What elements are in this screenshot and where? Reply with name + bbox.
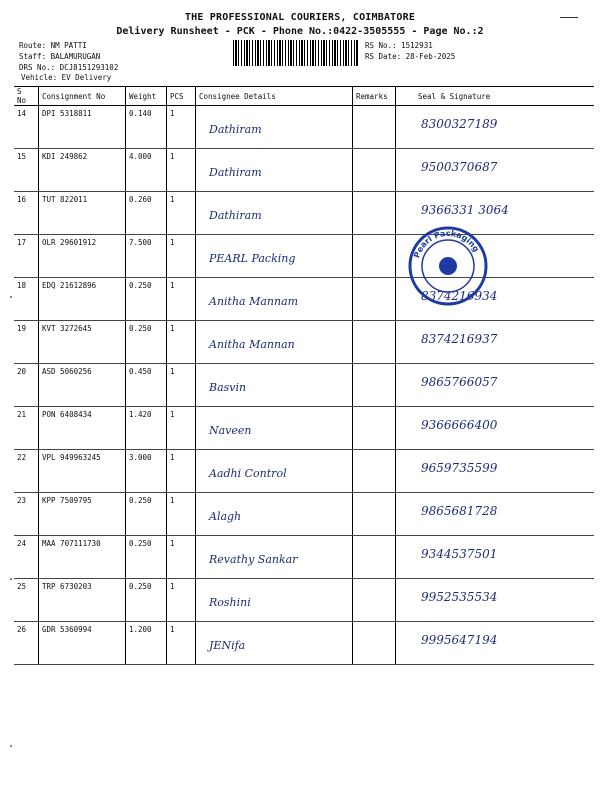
signature-handwritten: 9995647194 bbox=[421, 633, 498, 647]
cell-consignment-no: ASD 5060256 bbox=[39, 364, 126, 407]
cell-consignment-no: EDQ 21612896 bbox=[39, 278, 126, 321]
cell-weight: 0.260 bbox=[126, 192, 167, 235]
consignee-handwritten: PEARL Packing bbox=[209, 252, 296, 265]
cell-remarks bbox=[353, 536, 396, 579]
cell-consignment-no: VPL 949963245 bbox=[39, 450, 126, 493]
cell-remarks bbox=[353, 192, 396, 235]
consignee-handwritten: Basvin bbox=[209, 381, 247, 394]
route-label: Route: NM PATTI bbox=[19, 41, 87, 50]
cell-remarks bbox=[353, 622, 396, 665]
cell-consignee bbox=[196, 321, 353, 364]
runsheet-table bbox=[14, 86, 594, 665]
header-pcs: PCS bbox=[167, 87, 196, 106]
header-remarks: Remarks bbox=[353, 87, 396, 106]
consignee-handwritten: Dathiram bbox=[209, 209, 262, 222]
consignee-handwritten: Aadhi Control bbox=[209, 467, 287, 480]
cell-consignee bbox=[196, 450, 353, 493]
cell-consignee bbox=[196, 106, 353, 149]
cell-sno: 21 bbox=[14, 407, 39, 450]
cell-weight: 1.200 bbox=[126, 622, 167, 665]
rs-date: RS Date: 28-Feb-2025 bbox=[365, 52, 456, 61]
cell-signature bbox=[396, 493, 595, 536]
cell-weight: 4.000 bbox=[126, 149, 167, 192]
header-seal-signature: Seal & Signature bbox=[396, 87, 595, 106]
cell-pcs: 1 bbox=[167, 450, 196, 493]
consignee-handwritten: Anitha Mannam bbox=[209, 295, 299, 308]
cell-sno: 26 bbox=[14, 622, 39, 665]
cell-consignee bbox=[196, 407, 353, 450]
cell-pcs: 1 bbox=[167, 321, 196, 364]
cell-pcs: 1 bbox=[167, 149, 196, 192]
cell-sno: 15 bbox=[14, 149, 39, 192]
table-header-row bbox=[14, 87, 594, 106]
barcode bbox=[233, 40, 358, 66]
cell-signature bbox=[396, 321, 595, 364]
table-row bbox=[14, 235, 594, 278]
cell-weight: 3.000 bbox=[126, 450, 167, 493]
cell-weight: 0.140 bbox=[126, 106, 167, 149]
cell-sno: 18 bbox=[14, 278, 39, 321]
cell-signature bbox=[396, 536, 595, 579]
cell-signature bbox=[396, 450, 595, 493]
drs-label: DRS No.: DCJ8151293102 bbox=[19, 63, 119, 72]
cell-consignee bbox=[196, 364, 353, 407]
cell-consignment-no: MAA 707111730 bbox=[39, 536, 126, 579]
margin-dot bbox=[10, 578, 12, 580]
consignee-handwritten: Alagh bbox=[209, 510, 242, 523]
cell-remarks bbox=[353, 407, 396, 450]
consignee-handwritten: Revathy Sankar bbox=[209, 553, 298, 566]
cell-remarks bbox=[353, 278, 396, 321]
signature-handwritten: 9366666400 bbox=[421, 418, 498, 432]
runsheet-subtitle: Delivery Runsheet - PCK - Phone No.:0422-3505555 - Page No.:2 bbox=[116, 26, 484, 37]
cell-weight: 0.250 bbox=[126, 536, 167, 579]
cell-weight: 0.250 bbox=[126, 579, 167, 622]
cell-sno: 17 bbox=[14, 235, 39, 278]
cell-sno: 22 bbox=[14, 450, 39, 493]
cell-consignee bbox=[196, 622, 353, 665]
company-title: THE PROFESSIONAL COURIERS, COIMBATORE bbox=[184, 12, 416, 23]
cell-remarks bbox=[353, 579, 396, 622]
cell-consignment-no: KPP 7509795 bbox=[39, 493, 126, 536]
cell-consignment-no: TRP 6730203 bbox=[39, 579, 126, 622]
signature-handwritten: 9865766057 bbox=[421, 375, 498, 389]
cell-sno: 25 bbox=[14, 579, 39, 622]
cell-consignment-no: KVT 3272645 bbox=[39, 321, 126, 364]
cell-consignee bbox=[196, 235, 353, 278]
cell-pcs: 1 bbox=[167, 579, 196, 622]
signature-handwritten: 8300327189 bbox=[421, 117, 498, 131]
signature-handwritten: 8374216934 bbox=[421, 289, 498, 303]
cell-consignee bbox=[196, 278, 353, 321]
table-row bbox=[14, 106, 594, 149]
cell-weight: 0.250 bbox=[126, 321, 167, 364]
margin-dot bbox=[10, 745, 12, 747]
consignee-handwritten: Dathiram bbox=[209, 166, 262, 179]
cell-signature bbox=[396, 364, 595, 407]
cell-pcs: 1 bbox=[167, 192, 196, 235]
signature-handwritten: 8374216937 bbox=[421, 332, 498, 346]
cell-sno: 16 bbox=[14, 192, 39, 235]
rs-number: RS No.: 1512931 bbox=[365, 41, 433, 50]
table-row bbox=[14, 493, 594, 536]
cell-remarks bbox=[353, 493, 396, 536]
signature-handwritten: 9500370687 bbox=[421, 160, 498, 174]
consignee-handwritten: Anitha Mannan bbox=[209, 338, 295, 351]
cell-consignment-no: KDI 249862 bbox=[39, 149, 126, 192]
signature-handwritten: 9344537501 bbox=[421, 547, 498, 561]
company-seal-stamp bbox=[406, 224, 490, 308]
table-row bbox=[14, 278, 594, 321]
cell-consignment-no: OLR 29601912 bbox=[39, 235, 126, 278]
cell-remarks bbox=[353, 106, 396, 149]
header-sno: S No bbox=[14, 87, 39, 106]
cell-consignment-no: GDR 5360994 bbox=[39, 622, 126, 665]
cell-weight: 1.420 bbox=[126, 407, 167, 450]
cell-sno: 24 bbox=[14, 536, 39, 579]
cell-signature bbox=[396, 579, 595, 622]
cell-consignee bbox=[196, 579, 353, 622]
cell-sno: 14 bbox=[14, 106, 39, 149]
cell-signature bbox=[396, 407, 595, 450]
cell-remarks bbox=[353, 364, 396, 407]
cell-consignee bbox=[196, 149, 353, 192]
cell-remarks bbox=[353, 235, 396, 278]
table-row bbox=[14, 450, 594, 493]
table-row bbox=[14, 149, 594, 192]
consignee-handwritten: JENifa bbox=[209, 639, 246, 652]
header-weight: Weight bbox=[126, 87, 167, 106]
cell-pcs: 1 bbox=[167, 364, 196, 407]
cell-weight: 0.250 bbox=[126, 493, 167, 536]
consignee-handwritten: Naveen bbox=[209, 424, 252, 437]
cell-remarks bbox=[353, 149, 396, 192]
cell-pcs: 1 bbox=[167, 235, 196, 278]
table-row bbox=[14, 407, 594, 450]
table-row bbox=[14, 579, 594, 622]
cell-pcs: 1 bbox=[167, 106, 196, 149]
cell-signature bbox=[396, 622, 595, 665]
header-consignee-details: Consignee Details bbox=[196, 87, 353, 106]
corner-mark bbox=[560, 17, 578, 18]
consignee-handwritten: Dathiram bbox=[209, 123, 262, 136]
cell-weight: 7.500 bbox=[126, 235, 167, 278]
cell-sno: 19 bbox=[14, 321, 39, 364]
table-row bbox=[14, 192, 594, 235]
signature-handwritten: 9659735599 bbox=[421, 461, 498, 475]
cell-remarks bbox=[353, 321, 396, 364]
cell-sno: 23 bbox=[14, 493, 39, 536]
table-row bbox=[14, 321, 594, 364]
cell-pcs: 1 bbox=[167, 493, 196, 536]
cell-consignee bbox=[196, 536, 353, 579]
table-row bbox=[14, 536, 594, 579]
table-row bbox=[14, 364, 594, 407]
signature-handwritten: 9366331 3064 bbox=[421, 203, 509, 217]
vehicle-label: Vehicle: EV Delivery bbox=[21, 73, 112, 82]
cell-sno: 20 bbox=[14, 364, 39, 407]
cell-consignment-no: TUT 822011 bbox=[39, 192, 126, 235]
cell-remarks bbox=[353, 450, 396, 493]
table-row bbox=[14, 622, 594, 665]
signature-handwritten: 9952535534 bbox=[421, 590, 498, 604]
margin-dot bbox=[10, 296, 12, 298]
cell-signature bbox=[396, 106, 595, 149]
cell-consignment-no: PON 6408434 bbox=[39, 407, 126, 450]
stamp-text: Pearl Packaging bbox=[412, 228, 481, 260]
cell-consignee bbox=[196, 493, 353, 536]
cell-pcs: 1 bbox=[167, 622, 196, 665]
cell-pcs: 1 bbox=[167, 536, 196, 579]
consignee-handwritten: Roshini bbox=[209, 596, 251, 609]
cell-weight: 0.250 bbox=[126, 278, 167, 321]
cell-pcs: 1 bbox=[167, 407, 196, 450]
signature-handwritten: 9865681728 bbox=[421, 504, 498, 518]
cell-consignment-no: DPI 5318811 bbox=[39, 106, 126, 149]
cell-pcs: 1 bbox=[167, 278, 196, 321]
header-consignment-no: Consignment No bbox=[39, 87, 126, 106]
staff-label: Staff: BALAMURUGAN bbox=[19, 52, 101, 61]
cell-weight: 0.450 bbox=[126, 364, 167, 407]
cell-signature bbox=[396, 149, 595, 192]
cell-consignee bbox=[196, 192, 353, 235]
